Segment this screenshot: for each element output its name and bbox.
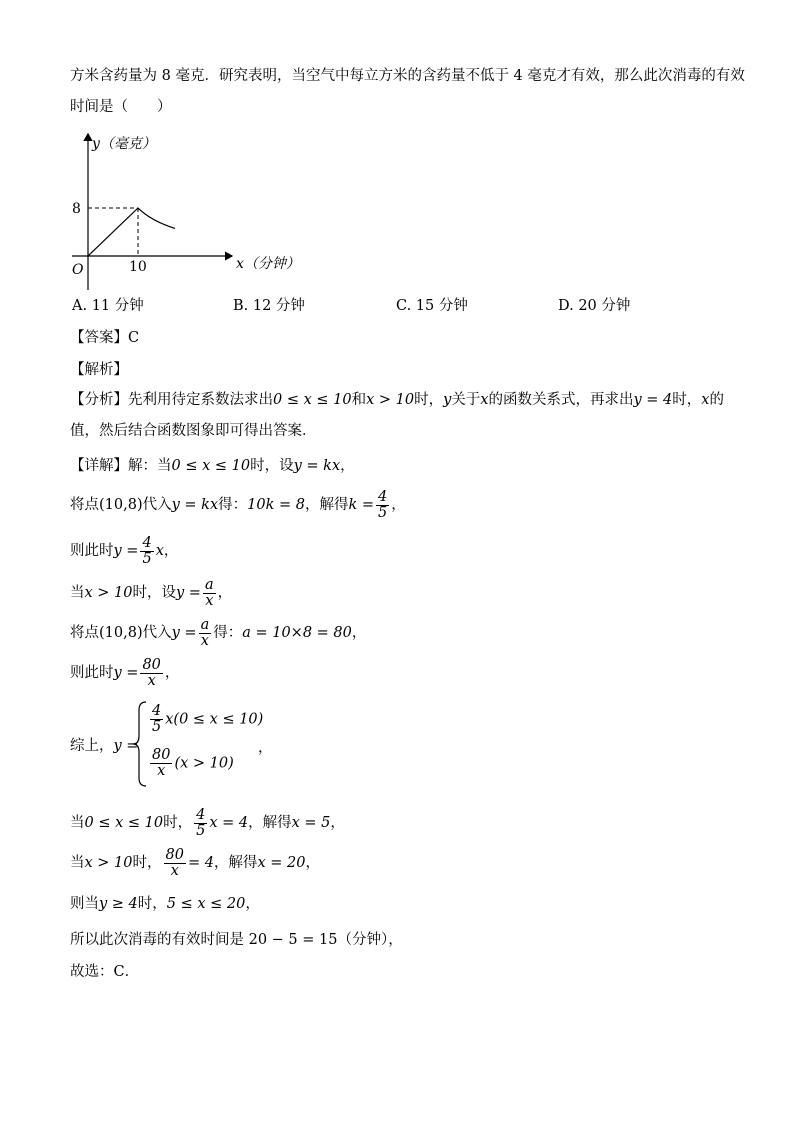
math-expr: x(0 ≤ x ≤ 10) (165, 711, 264, 728)
detail-text: 时，设 (132, 585, 176, 601)
math-expr: 0 ≤ x ≤ 10 (84, 815, 164, 831)
detail-text: ，解得 (213, 855, 258, 871)
fraction (150, 748, 172, 779)
math-expr: y = kx (293, 458, 341, 474)
detail-text: ， (163, 543, 179, 559)
fenxi-text: 关于 (451, 392, 481, 408)
fraction (140, 658, 162, 689)
fraction-numerator: 80 (152, 747, 171, 763)
detail-text: 代入 (142, 497, 172, 513)
detail-text: 综上， (70, 738, 114, 754)
math-expr: y = 4 (633, 392, 673, 408)
math-expr: (10,8) (99, 497, 143, 513)
piecewise-brace (130, 700, 150, 788)
fenxi-text: 的 (709, 392, 724, 408)
detail-text: ，解得 (304, 497, 349, 513)
detail-text: 时， (137, 896, 167, 912)
fenxi-line-1 (70, 390, 724, 410)
fraction-numerator: 80 (142, 656, 161, 673)
fenxi-text: 时， (672, 392, 702, 408)
detail-text: 得： (218, 497, 248, 513)
question-line-2: 时间是（ ） (70, 99, 172, 115)
detail-line-4 (70, 576, 232, 610)
detail-text: 解：当 (128, 458, 172, 474)
math-expr: y = kx (171, 497, 219, 513)
fraction-denominator: x (205, 592, 214, 609)
fenxi-tag: 【分析】 (70, 392, 128, 408)
fraction-denominator: 5 (378, 504, 388, 521)
inverse-curve (138, 208, 175, 228)
fraction-denominator: 5 (196, 822, 206, 839)
analysis-tag: 【解析】 (70, 362, 128, 378)
detail-text: 时， (163, 815, 193, 831)
fraction (376, 490, 389, 521)
fraction (164, 848, 186, 879)
detail-text: ， (164, 665, 180, 681)
detail-line-11: 所以此次消毒的有效时间是 20 − 5 = 15（分钟）， (70, 932, 403, 948)
math-expr: y = (113, 665, 139, 681)
math-expr: x = 5 (291, 815, 331, 831)
detail-text: ， (351, 625, 367, 641)
detail-line-10 (70, 894, 260, 914)
math-expr: = 4 (187, 855, 214, 871)
fenxi-line-2: 值，然后结合函数图象即可得出答案． (70, 423, 317, 439)
math-expr: y = (113, 543, 139, 559)
detail-text: 当 (70, 855, 85, 871)
fraction (150, 704, 163, 735)
detail-text: ， (305, 855, 320, 871)
detail-text: 则此时 (70, 665, 114, 681)
fraction-numerator: 4 (142, 534, 152, 551)
fenxi-text: 的函数关系式，再求出 (488, 392, 634, 408)
fraction-denominator: x (157, 763, 166, 779)
detail-line-12: 故选：C． (70, 964, 140, 980)
fraction (140, 536, 153, 567)
origin-label: O (72, 262, 84, 278)
math-expr: x > 10 (366, 392, 415, 408)
detail-text: 将点 (70, 497, 99, 513)
fenxi-text: 时， (414, 392, 444, 408)
math-expr: y = (176, 585, 201, 601)
detail-text: ， (340, 458, 355, 474)
fraction-denominator: x (170, 862, 179, 879)
detail-line-3 (70, 534, 178, 568)
y-tick-label: 8 (72, 201, 81, 217)
detail-line-5 (70, 616, 366, 650)
fraction-numerator: 4 (152, 703, 162, 719)
detail-text: 时，设 (250, 458, 294, 474)
fraction (199, 618, 212, 649)
fenxi-text: 和 (351, 392, 367, 408)
piecewise-case-1 (148, 704, 263, 735)
fraction-numerator: 4 (378, 488, 388, 505)
detail-text: 得： (213, 625, 243, 641)
math-expr: 0 ≤ x ≤ 10 (273, 392, 352, 408)
detail-line-2 (70, 488, 406, 522)
fraction-denominator: x (200, 632, 209, 649)
option-b: B. 12 分钟 (233, 298, 305, 314)
detail-text: ，解得 (248, 815, 292, 831)
piecewise-case-2 (148, 748, 234, 779)
math-expr: y = (171, 625, 197, 641)
option-c: C. 15 分钟 (396, 298, 468, 314)
linear-segment (88, 208, 138, 256)
detail-text: ， (330, 815, 345, 831)
fraction-denominator: x (147, 672, 156, 689)
fraction-numerator: a (204, 576, 214, 593)
option-d: D. 20 分钟 (558, 298, 631, 314)
detail-text: ， (391, 497, 406, 513)
detail-text: 将点 (70, 625, 99, 641)
answer-tag: 【答案】 (70, 330, 128, 346)
math-expr: x = 20 (257, 855, 306, 871)
detail-line-9 (70, 846, 320, 880)
detail-text: ， (245, 896, 260, 912)
detail-line-8 (70, 806, 345, 840)
fenxi-text: 先利用待定系数法求出 (128, 392, 273, 408)
math-expr: x (701, 392, 710, 408)
math-expr: y (443, 392, 452, 408)
math-expr: 10k = 8 (247, 497, 305, 513)
math-expr: x = 4 (209, 815, 249, 831)
answer-value: C (128, 330, 140, 346)
y-axis-label: y（毫克） (92, 136, 156, 152)
detail-text: 则当 (70, 896, 99, 912)
piecewise-comma: ， (258, 740, 273, 756)
detail-text: ， (217, 585, 233, 601)
math-expr: x (155, 543, 164, 559)
fraction-numerator: 4 (196, 806, 206, 823)
detail-text: 当 (70, 585, 85, 601)
math-expr: x (480, 392, 489, 408)
math-expr: 5 ≤ x ≤ 20 (166, 896, 246, 912)
detail-text: 代入 (142, 625, 172, 641)
detail-text: 时， (132, 855, 162, 871)
detail-text: 则此时 (70, 543, 114, 559)
detail-tag: 【详解】 (70, 458, 128, 474)
fraction (194, 808, 207, 839)
question-line-1: 方米含药量为 8 毫克．研究表明，当空气中每立方米的含药量不低于 4 毫克才有效，那么此次消毒的有效 (70, 68, 745, 84)
detail-line-7 (70, 736, 138, 756)
fraction-numerator: 80 (165, 846, 184, 863)
detail-line-1 (70, 456, 355, 476)
math-expr: a = 10×8 = 80 (242, 625, 352, 641)
option-a: A. 11 分钟 (72, 298, 144, 314)
math-expr: x > 10 (84, 855, 133, 871)
fraction-numerator: a (200, 616, 210, 633)
x-tick-label: 10 (129, 259, 147, 275)
math-expr: (10,8) (99, 625, 143, 641)
detail-line-6 (70, 656, 179, 690)
math-expr: 0 ≤ x ≤ 10 (171, 458, 251, 474)
x-axis-label: x（分钟） (236, 256, 300, 272)
answer-line (70, 328, 139, 348)
fraction-denominator: 5 (142, 550, 152, 567)
math-expr: (x > 10) (174, 755, 234, 772)
fraction-denominator: 5 (152, 719, 162, 735)
fraction (203, 578, 216, 609)
math-expr: x > 10 (84, 585, 133, 601)
math-expr: k = (348, 497, 375, 513)
detail-text: 当 (70, 815, 85, 831)
math-expr: y ≥ 4 (99, 896, 138, 912)
math-expr: y = (113, 738, 139, 754)
